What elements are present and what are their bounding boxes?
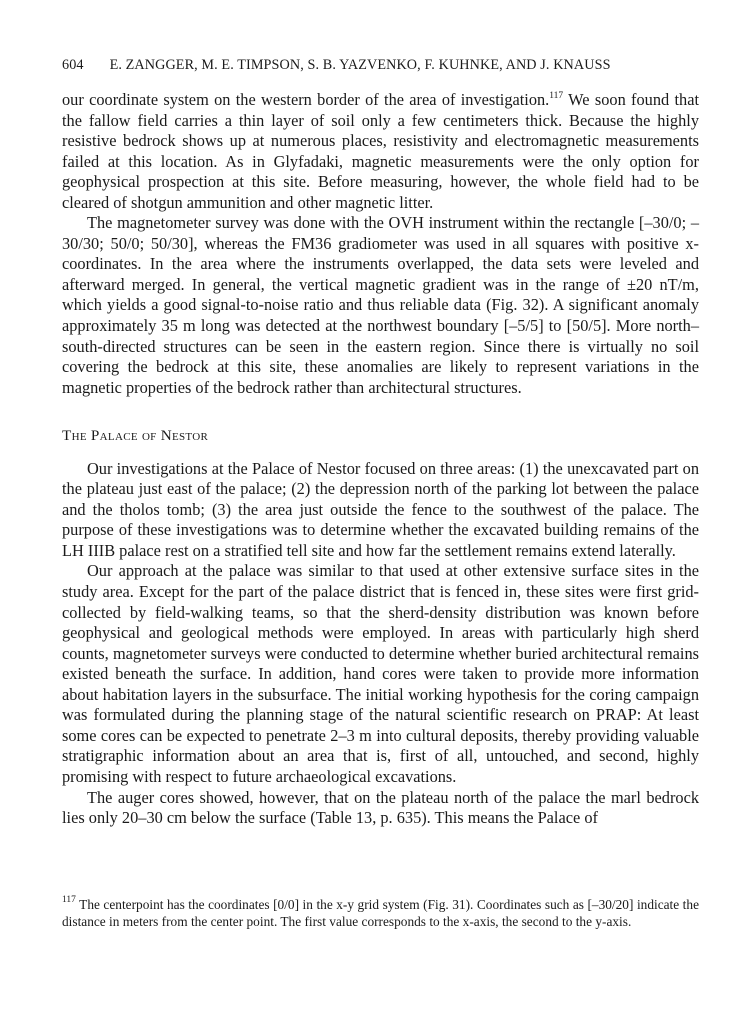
paragraph: The auger cores showed, however, that on the plateau north of the palace the marl bedrock lies only 20–30 cm below the surface (Table 13, p. 635). This means the Palace of: [62, 787, 699, 828]
paragraph-text: We soon found that the fallow field carries a thin layer of soil only a few centimeters thick. Because the highly resistive bedrock shows up at numerous places, resistivity and electromagnetic measurements failed at this location. As in Glyfadaki, magnetic measurements were the only option for geophysical prospection at this site. Before measuring, however, the whole field had to be cleared of shotgun ammunition and other magnetic litter.: [62, 90, 699, 212]
paragraph: Our approach at the palace was similar to that used at other extensive surface sites in the study area. Except for the part of the palace district that is fenced in, these sites were first grid-collected by field-walking teams, so that the sherd-density distribution was known before geophysical and geological methods were employed. In areas with particularly high sherd counts, magnetometer surveys were conducted to determine whether buried architectural remains existed beneath the surface. In addition, hand cores were taken to provide more information about habitation layers in the subsurface. The initial working hypothesis for the coring campaign was formulated during the planning stage of the natural scientific research on PRAP: At least some cores can be expected to penetrate 2–3 m into cultural deposits, thereby providing valuable stratigraphic information about an area that is, first of all, untouched, and second, highly promising with respect to future archaeological excavations.: [62, 561, 699, 786]
page-number: 604: [62, 57, 84, 73]
paragraph: The magnetometer survey was done with the OVH instrument within the rectangle [–30/0; –30/30; 50/0; 50/30], whereas the FM36 gradiometer was used in all squares with positive x-coordinates. In the area where the instruments overlapped, the data sets were leveled and afterward merged. In general, the vertical magnetic gradient was in the range of ±20 nT/m, which yields a good signal-to-noise ratio and thus reliable data (Fig. 32). A significant anomaly approximately 35 m long was detected at the northwest boundary [–5/5] to [50/5]. More north–south-directed structures can be seen in the eastern region. Since there is virtually no soil covering the bedrock at this site, these anomalies are likely to represent variations in the magnetic properties of the bedrock rather than architectural structures.: [62, 213, 699, 397]
paragraph: [62, 90, 699, 213]
section-heading: [62, 426, 699, 447]
running-header-authors: E. ZANGGER, M. E. TIMPSON, S. B. YAZVENKO, F. KUHNKE, AND J. KNAUSS: [109, 57, 611, 73]
paragraph: Our investigations at the Palace of Nestor focused on three areas: (1) the unexcavated part on the plateau just east of the palace; (2) the depression north of the parking lot between the palace and the tholos tomb; (3) the area just outside the fence to the southwest of the palace. The purpose of these investigations was to determine whether the excavated building remains of the LH IIIB palace rest on a stratified tell site and how far the settlement remains extend laterally.: [62, 458, 699, 560]
paragraph-text: our coordinate system on the western border of the area of investigation.: [62, 90, 550, 109]
footnote-text: The centerpoint has the coordinates [0/0] in the x-y grid system (Fig. 31). Coordinates such as [–30/20] indicate the distance in meters from the center point. The first value corresponds to the x-axis, the second to the y-axis.: [62, 897, 699, 930]
body-text: [62, 90, 699, 829]
footnote-number: 117: [62, 895, 76, 905]
running-header: [62, 57, 699, 74]
section-heading-text: The Palace of Nestor: [62, 427, 209, 445]
footnote-reference[interactable]: 117: [549, 91, 564, 101]
footnote: [62, 896, 699, 931]
